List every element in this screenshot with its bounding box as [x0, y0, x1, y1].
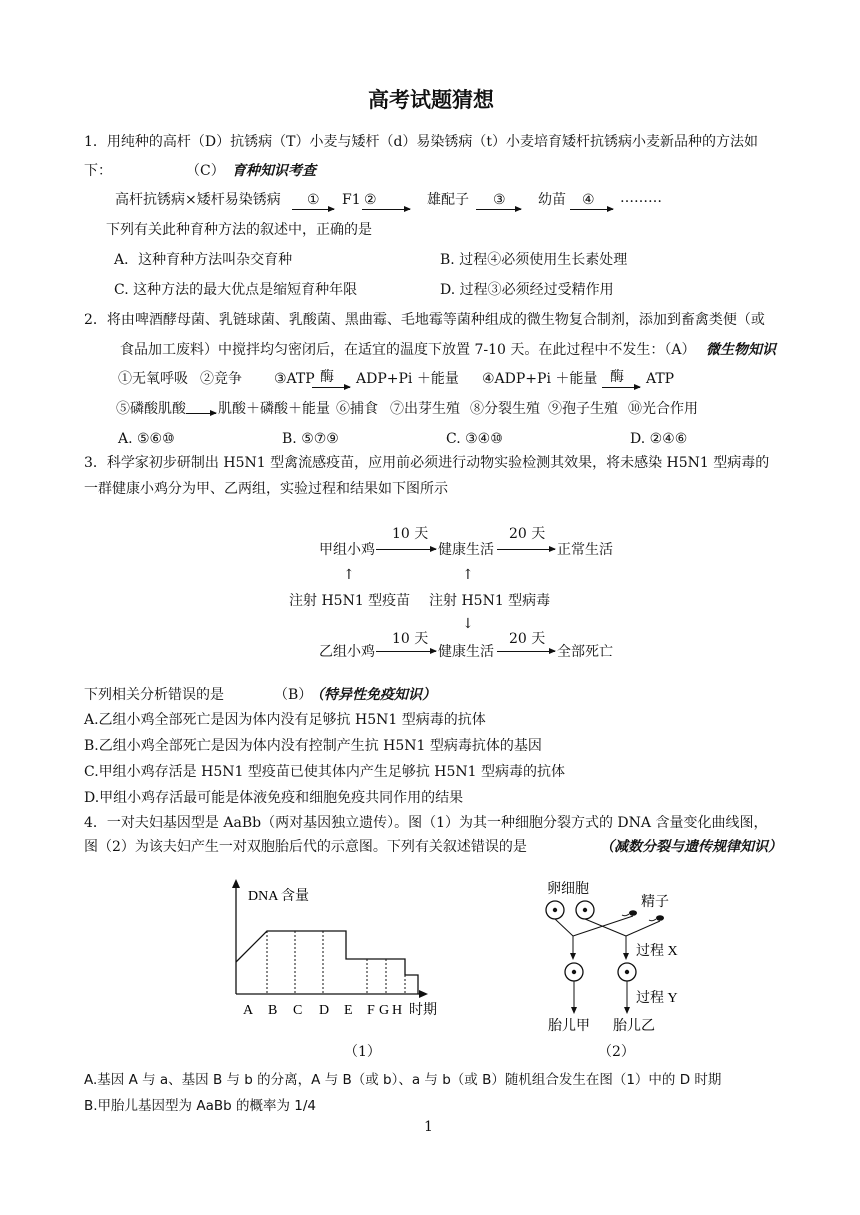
- q1-flow-step3: ③: [493, 192, 506, 208]
- q4-fig2-twins-diagram: [535, 876, 695, 1036]
- dna-curve: [236, 931, 418, 994]
- q4-stem-line2: 图（2）为该夫妇产生一对双胞胎后代的示意图。下列有关叙述错误的是: [84, 839, 527, 855]
- fig2-egg-label: 卵细胞: [547, 882, 589, 897]
- q3-inject-virus: 注射 H5N1 型病毒: [429, 593, 551, 609]
- q1-stem-line1: 1．用纯种的高杆（D）抗锈病（T）小麦与矮杆（d）易染锈病（t）小麦培育矮杆抗锈病小麦新品种的方法如: [84, 134, 759, 150]
- q1-flow-arrow-1: [292, 209, 334, 210]
- q2-item-5b: 肌酸＋磷酸＋能量: [218, 401, 330, 417]
- q1-flow-f1: F1: [342, 192, 361, 208]
- fig2-fetus-b: 胎儿乙: [613, 1019, 655, 1034]
- fig1-ylabel: DNA 含量: [248, 889, 310, 904]
- q2-item-9: ⑨孢子生殖: [548, 401, 618, 417]
- q1-flow-arrow-3: [476, 209, 521, 210]
- q2-item-2: ②竞争: [200, 371, 242, 387]
- q2-item-1: ①无氧呼吸: [118, 371, 188, 387]
- q2-option-a: A. ⑤⑥⑩: [118, 431, 175, 447]
- sperm-icon-1: [622, 910, 637, 916]
- q3-arrow-a2: [497, 549, 555, 550]
- q3-question: 下列相关分析错误的是: [84, 687, 224, 703]
- q1-flow-arrow-2: [362, 209, 410, 210]
- q3-arrow-b2: [497, 651, 555, 652]
- q3-arrow-a1: [376, 549, 436, 550]
- arrowhead-y1: [571, 1007, 577, 1014]
- q3-answer: （B）: [274, 687, 313, 703]
- page-title: 高考试题猜想: [368, 87, 494, 112]
- arrowhead-x1: [570, 953, 576, 960]
- q1-option-a: A．这种育种方法叫杂交育种: [114, 252, 293, 268]
- fig2-sperm-label: 精子: [641, 895, 669, 910]
- q1-flow-arrow-4: [570, 209, 613, 210]
- q1-option-b: B. 过程④必须使用生长素处理: [440, 252, 628, 268]
- q1-flow-start: 高杆抗锈病×矮杆易染锈病: [115, 192, 281, 208]
- q2-stem-line1: 2．将由啤酒酵母菌、乳链球菌、乳酸菌、黑曲霉、毛地霉等菌种组成的微生物复合制剂，添加到畜禽类便（或: [84, 312, 765, 328]
- q3-stem-line1: 3．科学家初步研制出 H5N1 型禽流感疫苗，应用前必须进行动物实验检测其效果，将未感染 H5N1 型病毒的: [84, 455, 770, 471]
- fig2-process-y: 过程 Y: [636, 991, 678, 1006]
- q3-option-a: A.乙组小鸡全部死亡是因为体内没有足够抗 H5N1 型病毒的抗体: [84, 712, 486, 728]
- fig1-tick-d: D: [319, 1003, 330, 1018]
- q3-down-arrow: ↓: [462, 616, 474, 632]
- zygote-1: [565, 963, 583, 981]
- q3-option-c: C.甲组小鸡存活是 H5N1 型疫苗已使其体内产生足够抗 H5N1 型病毒的抗体: [84, 764, 566, 780]
- q3-group-a: 甲组小鸡: [319, 542, 375, 558]
- q2-item-5a: ⑤磷酸肌酸: [116, 401, 186, 417]
- q2-option-d: D. ②④⑥: [630, 431, 688, 447]
- fig1-tick-b: B: [268, 1003, 278, 1018]
- q3-healthy-a: 健康生活: [438, 542, 494, 558]
- q2-item-4a: ④ADP+Pi ＋能量: [482, 371, 598, 387]
- q2-option-b: B. ⑤⑦⑨: [282, 431, 339, 447]
- q4-fig1-caption: （1）: [344, 1044, 381, 1060]
- q3-group-b: 乙组小鸡: [319, 644, 375, 660]
- q2-topic: 微生物知识: [706, 342, 776, 358]
- q3-days-10-b: 10 天: [392, 631, 429, 647]
- q3-days-20-a: 20 天: [509, 526, 546, 542]
- fig1-tick-c: C: [293, 1003, 303, 1018]
- q2-arrow-2: [602, 387, 640, 388]
- q2-item-3a: ③ATP: [274, 371, 315, 387]
- fig1-tick-h: H: [392, 1003, 403, 1018]
- q1-flow-step2: ②: [364, 192, 377, 208]
- q3-up-arrow-1: ↑: [343, 567, 355, 583]
- fig1-tick-e: E: [344, 1003, 353, 1018]
- q3-days-10-a: 10 天: [392, 526, 429, 542]
- q3-topic: （特异性免疫知识）: [310, 687, 436, 703]
- q4-stem-line1: 4．一对夫妇基因型是 AaBb（两对基因独立遗传）。图（1）为其一种细胞分裂方式的 DNA 含量变化曲线图，: [84, 815, 768, 831]
- fig2-process-x: 过程 X: [636, 944, 678, 959]
- q3-inject-vaccine: 注射 H5N1 型疫苗: [289, 593, 411, 609]
- period-dividers: [267, 931, 405, 994]
- q1-option-c: C. 这种方法的最大优点是缩短育种年限: [114, 282, 358, 298]
- q2-item-3b: ADP+Pi ＋能量: [356, 371, 459, 387]
- q1-answer: （C）: [186, 163, 225, 179]
- egg-cell-2: [576, 901, 594, 919]
- q2-option-c: C. ③④⑩: [446, 431, 503, 447]
- q2-enzyme-2: 酶: [610, 369, 624, 385]
- q2-item-7: ⑦出芽生殖: [390, 401, 460, 417]
- arrowhead-x2: [623, 953, 629, 960]
- q2-arrow-1: [312, 387, 350, 388]
- q4-option-a: A.基因 A 与 a、基因 B 与 b 的分离，A 与 B（或 b）、a 与 b（或 B）随机组合发生在图（1）中的 D 时期: [84, 1072, 722, 1088]
- q3-healthy-b: 健康生活: [438, 644, 494, 660]
- q2-item-8: ⑧分裂生殖: [470, 401, 540, 417]
- q2-enzyme-1: 酶: [320, 369, 334, 385]
- q4-fig1-dna-chart: [224, 876, 454, 1026]
- q2-stem-line2: 食品加工废料）中搅拌均匀密闭后，在适宜的温度下放置 7-10 天。在此过程中不发生：（A）: [120, 342, 696, 358]
- page-number: 1: [424, 1119, 433, 1135]
- q1-option-d: D. 过程③必须经过受精作用: [440, 282, 614, 298]
- fig1-xlabel: 时期: [409, 1003, 437, 1018]
- q2-item-4b: ATP: [646, 371, 675, 387]
- q3-normal-life: 正常生活: [557, 542, 613, 558]
- q4-fig2-caption: （2）: [598, 1044, 635, 1060]
- q1-flow-step4: ④: [582, 192, 595, 208]
- q3-arrow-b1: [376, 651, 436, 652]
- q2-item-10: ⑩光合作用: [628, 401, 698, 417]
- egg-cell-1: [546, 901, 564, 919]
- q3-option-b: B.乙组小鸡全部死亡是因为体内没有控制产生抗 H5N1 型病毒抗体的基因: [84, 738, 542, 754]
- fig1-tick-g: G: [379, 1003, 390, 1018]
- q1-topic: 育种知识考查: [232, 163, 316, 179]
- q1-question: 下列有关此种育种方法的叙述中，正确的是: [106, 222, 372, 238]
- y-axis-arrowhead: [232, 879, 240, 888]
- q1-flow-step1: ①: [307, 192, 320, 208]
- q4-topic: （减数分裂与遗传规律知识）: [600, 839, 782, 855]
- q3-all-dead: 全部死亡: [557, 644, 613, 660]
- q3-up-arrow-2: ↑: [462, 567, 474, 583]
- fig2-fetus-a: 胎儿甲: [548, 1019, 590, 1034]
- q1-flow-ellipsis: ………: [620, 190, 662, 206]
- q1-stem-line2: 下：: [84, 163, 112, 179]
- q1-flow-seedling: 幼苗: [538, 192, 566, 208]
- x-axis-arrowhead: [419, 990, 428, 998]
- q2-item-6: ⑥捕食: [336, 401, 378, 417]
- q3-option-d: D.甲组小鸡存活最可能是体液免疫和细胞免疫共同作用的结果: [84, 790, 464, 806]
- fig1-tick-f: F: [367, 1003, 375, 1018]
- fig1-tick-a: A: [243, 1003, 254, 1018]
- q3-stem-line2: 一群健康小鸡分为甲、乙两组，实验过程和结果如下图所示: [84, 481, 448, 497]
- q3-days-20-b: 20 天: [509, 631, 546, 647]
- sperm-icon-2: [649, 915, 664, 921]
- q2-arrow-3: [186, 413, 216, 414]
- arrowhead-y2: [624, 1007, 630, 1014]
- zygote-2: [618, 963, 636, 981]
- q4-option-b: B.甲胎儿基因型为 AaBb 的概率为 1/4: [84, 1098, 316, 1114]
- q1-flow-gamete: 雄配子: [427, 192, 469, 208]
